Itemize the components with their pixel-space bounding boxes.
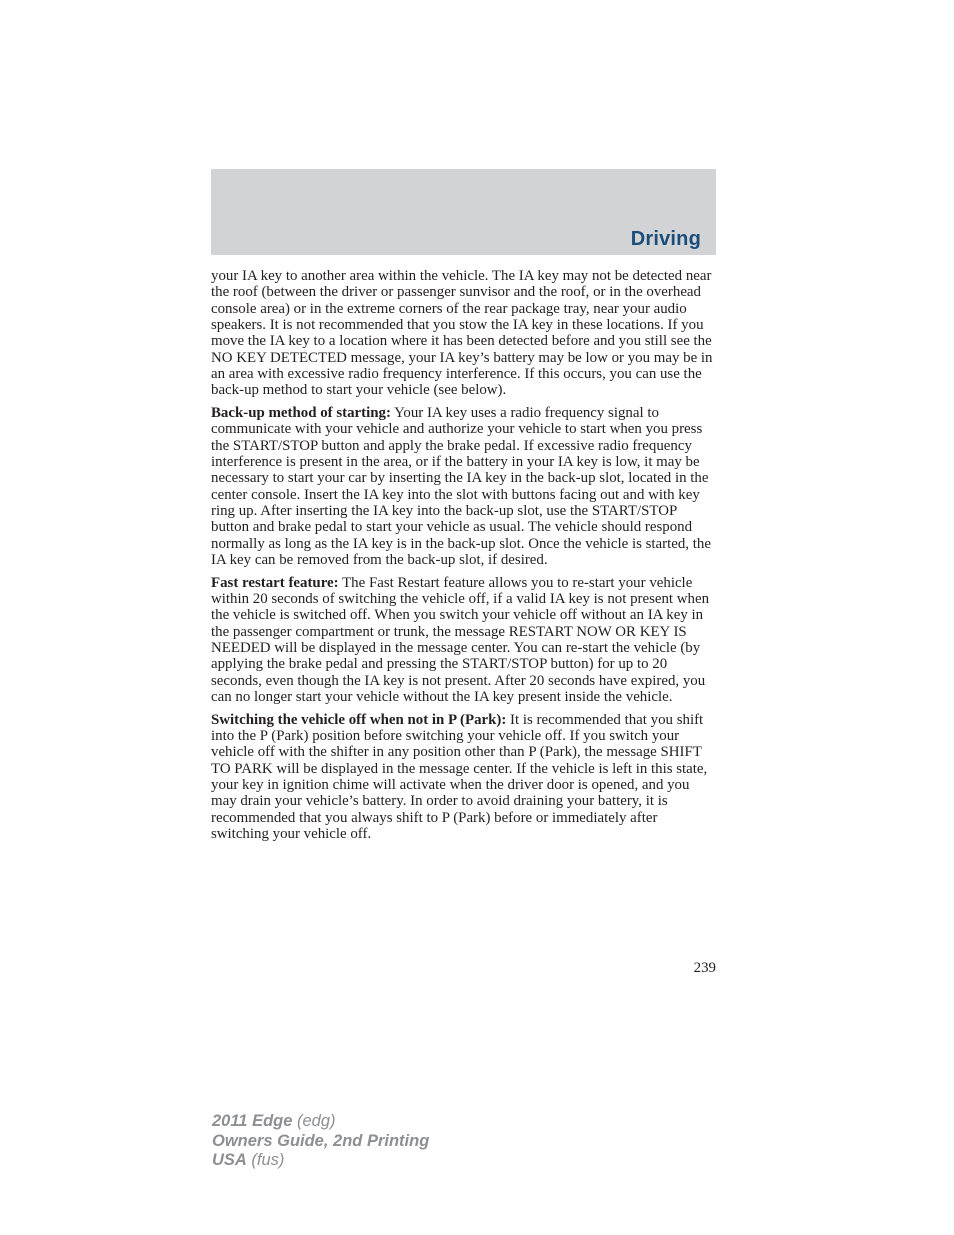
- footer-guide: Owners Guide, 2nd Printing: [212, 1131, 430, 1150]
- paragraph-text: It is recommended that you shift into the P (Park) position before switching your vehicle off. If you switch your vehicle off with the shifter in any position other than P (Park), the message SHIFT TO PARK will be displayed in the message center. If the vehicle is left in this state, your key in ignition chime will activate when the driver door is opened, and you may drain your vehicle’s battery. In order to avoid draining your battery, it is recommended that you always shift to P (Park) before or immediately after switching your vehicle off.: [211, 711, 708, 842]
- footer-model-code: (edg): [292, 1112, 336, 1130]
- footer-edition-info: [212, 1112, 429, 1171]
- paragraph-fast-restart: [211, 575, 717, 706]
- footer-region: USA: [212, 1151, 247, 1169]
- paragraph-text: your IA key to another area within the vehicle. The IA key may not be detected near the roof (between the driver or passenger sunvisor and the roof, or in the overhead console area) or in the extreme corners of the rear package tray, near your audio speakers. It is not recommended that you stow the IA key in these locations. If you move the IA key to a location where it has been detected before and you still see the NO KEY DETECTED message, your IA key’s battery may be low or you may be in an area with excessive radio frequency interference. If this occurs, you can use the back-up method to start your vehicle (see below).: [211, 268, 713, 399]
- paragraph-lead: Switching the vehicle off when not in P (Park):: [211, 711, 507, 728]
- footer-line-region: [212, 1151, 429, 1171]
- page-number: 239: [693, 960, 716, 976]
- paragraph-continuation: [211, 268, 717, 399]
- footer-region-code: (fus): [246, 1151, 285, 1169]
- paragraph-lead: Back-up method of starting:: [211, 404, 391, 421]
- paragraph-text: Your IA key uses a radio frequency signal to communicate with your vehicle and authorize your vehicle to start when you press the START/STOP button and apply the brake pedal. If excessive radio frequency interference is present in the area, or if the battery in your IA key is low, it may be necessary to start your car by inserting the IA key in the back-up slot, located in the center console. Insert the IA key into the slot with buttons facing out and with key ring up. After inserting the IA key into the back-up slot, use the START/STOP button and brake pedal to start your vehicle as usual. The vehicle should respond normally as long as the IA key is in the back-up slot. Once the vehicle is started, the IA key can be removed from the back-up slot, if desired.: [211, 404, 711, 569]
- footer-line-guide: [212, 1132, 429, 1152]
- footer-line-model: [212, 1112, 429, 1132]
- paragraph-backup-starting: [211, 405, 717, 568]
- section-title: Driving: [630, 228, 701, 250]
- paragraph-lead: Fast restart feature:: [211, 574, 339, 591]
- section-header-band: [211, 169, 716, 255]
- paragraph-switching-off: [211, 712, 717, 843]
- footer-model: 2011 Edge: [212, 1112, 293, 1130]
- paragraph-text: The Fast Restart feature allows you to re-start your vehicle within 20 seconds of switching the vehicle off, if a valid IA key is not present when the vehicle is switched off. When you switch your vehicle off without an IA key in the passenger compartment or trunk, the message RESTART NOW OR KEY IS NEEDED will be displayed in the message center. You can re-start the vehicle (by applying the brake pedal and pressing the START/STOP button) for up to 20 seconds, even though the IA key is not present. After 20 seconds have expired, you can no longer start your vehicle without the IA key present inside the vehicle.: [211, 574, 710, 705]
- body-text: [211, 268, 717, 848]
